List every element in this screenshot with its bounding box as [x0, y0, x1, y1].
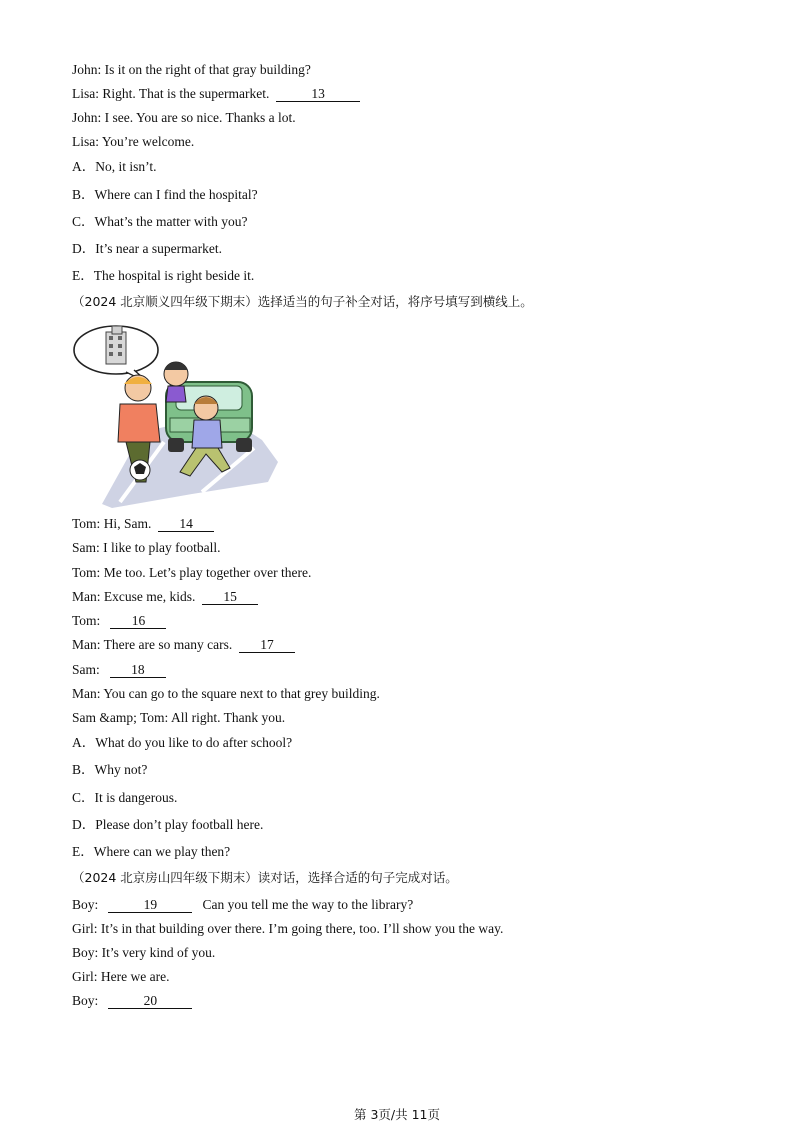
option-letter: E．: [72, 268, 94, 283]
speaker: Man:: [72, 686, 101, 701]
dialogue-line: [72, 898, 413, 913]
answer-blank[interactable]: 15: [202, 590, 258, 605]
speaker: Sam:: [72, 662, 100, 677]
option: [72, 160, 157, 174]
page-footer: 第 3页/共 11页: [353, 1107, 441, 1122]
option: [72, 845, 230, 859]
utterance: It’s very kind of you.: [101, 945, 216, 960]
utterance: Excuse me, kids.: [103, 589, 196, 604]
answer-blank[interactable]: 14: [158, 517, 214, 532]
utterance: I like to play football.: [103, 540, 221, 555]
utterance: Here we are.: [100, 969, 170, 984]
speaker: Tom:: [72, 613, 101, 628]
option: [72, 736, 292, 750]
option-text: It is dangerous.: [94, 790, 178, 805]
answer-blank[interactable]: 16: [110, 614, 166, 629]
speaker: Boy:: [72, 945, 99, 960]
speaker: Sam:: [72, 540, 100, 555]
option-letter: E．: [72, 844, 94, 859]
illustration: [72, 322, 282, 508]
option: [72, 818, 263, 832]
option-text: No, it isn’t.: [95, 159, 157, 174]
answer-blank[interactable]: 13: [276, 87, 360, 102]
utterance: Hi, Sam.: [103, 516, 152, 531]
speaker: Boy:: [72, 993, 99, 1008]
dialogue-line: [72, 517, 214, 532]
speaker: Tom:: [72, 516, 101, 531]
dialogue-line: [72, 566, 311, 580]
answer-blank[interactable]: 17: [239, 638, 295, 653]
option-letter: C．: [72, 214, 95, 229]
option: [72, 188, 258, 202]
speaker: Lisa:: [72, 134, 99, 149]
option: [72, 215, 247, 229]
option-letter: D．: [72, 817, 96, 832]
dialogue-line: [72, 87, 360, 102]
option-text: What’s the matter with you?: [94, 214, 248, 229]
option-text: Where can I find the hospital?: [94, 187, 258, 202]
man-figure: [164, 362, 188, 402]
option: [72, 242, 222, 256]
option-text: What do you like to do after school?: [95, 735, 293, 750]
speaker: Girl:: [72, 921, 98, 936]
option-letter: A．: [72, 159, 96, 174]
dialogue-line: [72, 63, 311, 77]
option-text: Where can we play then?: [93, 844, 231, 859]
option-text: Please don’t play football here.: [95, 817, 264, 832]
speaker: Lisa:: [72, 86, 99, 101]
dialogue-line: [72, 970, 169, 984]
speaker: John:: [72, 110, 102, 125]
option-text: The hospital is right beside it.: [93, 268, 255, 283]
speaker: Sam &amp; Tom:: [72, 710, 169, 725]
dialogue-line: [72, 111, 296, 125]
option: [72, 791, 177, 805]
utterance: You can go to the square next to that grey building.: [103, 686, 380, 701]
option: [72, 269, 254, 283]
speaker: John:: [72, 62, 102, 77]
utterance: Is it on the right of that gray building?: [104, 62, 311, 77]
section-instruction: （2024 北京房山四年级下期末）读对话，选择合适的句子完成对话。: [72, 870, 458, 885]
utterance: Right. That is the supermarket.: [102, 86, 270, 101]
answer-blank[interactable]: 18: [110, 663, 166, 678]
option-text: Why not?: [94, 762, 148, 777]
answer-blank[interactable]: 20: [108, 994, 192, 1009]
dialogue-line: [72, 590, 258, 605]
dialogue-line: [72, 994, 192, 1009]
option-letter: C．: [72, 790, 95, 805]
dialogue-line: [72, 922, 503, 936]
section-instruction: （2024 北京顺义四年级下期末）选择适当的句子补全对话，将序号填写到横线上。: [72, 294, 533, 309]
option-text: It’s near a supermarket.: [95, 241, 222, 256]
option-letter: A．: [72, 735, 96, 750]
option-letter: B．: [72, 187, 95, 202]
utterance: I see. You are so nice. Thanks a lot.: [104, 110, 296, 125]
dialogue-line: [72, 638, 295, 653]
option: [72, 763, 147, 777]
option-letter: B．: [72, 762, 95, 777]
dialogue-line: [72, 711, 285, 725]
speaker: Man:: [72, 637, 101, 652]
dialogue-line: [72, 135, 194, 149]
utterance: You’re welcome.: [101, 134, 195, 149]
option-letter: D．: [72, 241, 96, 256]
dialogue-line: [72, 687, 380, 701]
speech-bubble: [74, 326, 158, 384]
speaker: Boy:: [72, 897, 99, 912]
speaker: Girl:: [72, 969, 98, 984]
speaker: Tom:: [72, 565, 101, 580]
utterance: Me too. Let’s play together over there.: [103, 565, 312, 580]
answer-blank[interactable]: 19: [108, 898, 192, 913]
utterance: All right. Thank you.: [170, 710, 286, 725]
dialogue-line: [72, 663, 166, 678]
utterance: There are so many cars.: [103, 637, 233, 652]
utterance: Can you tell me the way to the library?: [202, 897, 414, 912]
utterance: It’s in that building over there. I’m going there, too. I’ll show you the way.: [100, 921, 504, 936]
dialogue-line: [72, 541, 221, 555]
dialogue-line: [72, 946, 215, 960]
speaker: Man:: [72, 589, 101, 604]
dialogue-line: [72, 614, 166, 629]
